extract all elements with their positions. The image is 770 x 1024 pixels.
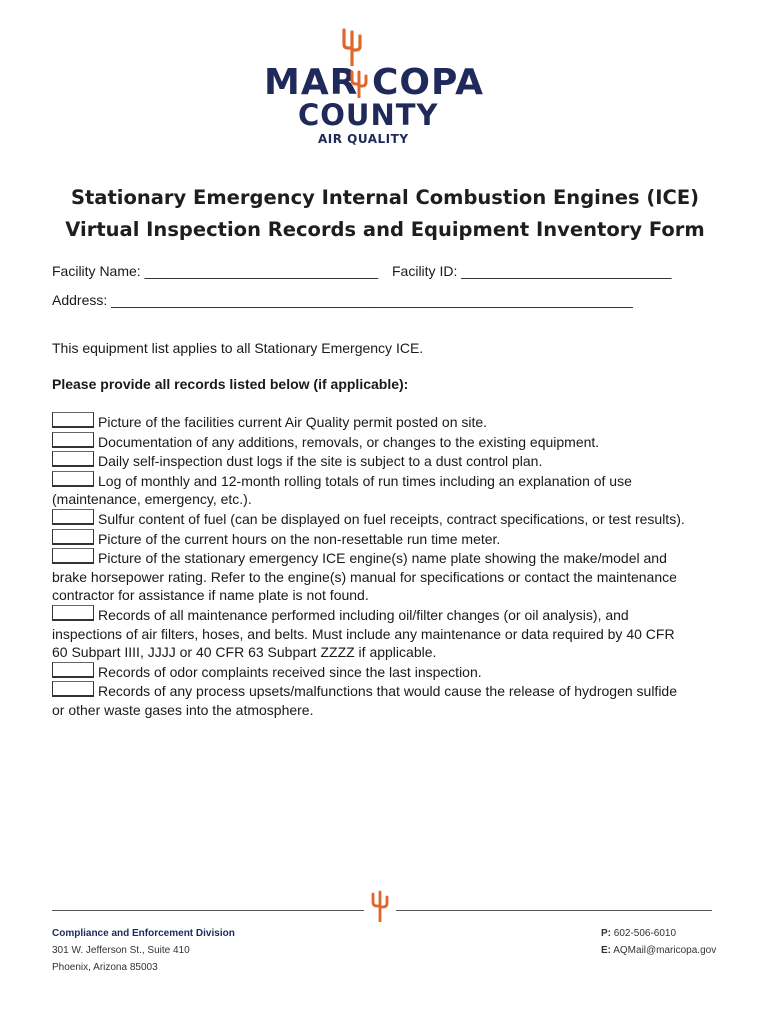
instruction-heading: Please provide all records listed below (if applicable): xyxy=(52,376,409,392)
checkbox-blank[interactable] xyxy=(52,529,94,545)
maricopa-county-logo xyxy=(262,28,484,148)
logo-text-mar: MAR xyxy=(264,62,359,103)
list-item: Records of odor complaints received since the last inspection. xyxy=(52,662,692,682)
facility-name-field[interactable]: Facility Name: ______________________________ xyxy=(52,263,379,279)
list-item: Picture of the current hours on the non-resettable run time meter. xyxy=(52,529,692,549)
list-item: Documentation of any additions, removals, or changes to the existing equipment. xyxy=(52,432,692,452)
list-item: Records of any process upsets/malfunctions that would cause the release of hydrogen sulfide or other waste gases into the atmosphere. xyxy=(52,683,677,718)
checkbox-blank[interactable] xyxy=(52,412,94,428)
logo-text-copa: COPA xyxy=(372,62,484,103)
footer-division: Compliance and Enforcement Division xyxy=(52,928,235,939)
records-checklist xyxy=(52,412,692,720)
footer-phone: P: 602-506-6010 xyxy=(601,928,677,939)
intro-text: This equipment list applies to all Stationary Emergency ICE. xyxy=(52,340,424,356)
list-item: Picture of the stationary emergency ICE engine(s) name plate showing the make/model and brake horsepower rating. Refer to the engine(s) manual for specifications or contact the maintenance contractor for assistance if name plate is not found. xyxy=(52,550,677,604)
footer-divider-right xyxy=(396,910,712,911)
footer-divider-left xyxy=(52,910,364,911)
checkbox-blank[interactable] xyxy=(52,509,94,525)
checkbox-blank[interactable] xyxy=(52,662,94,678)
footer-email[interactable]: E: AQMail@maricopa.gov xyxy=(601,945,717,956)
checkbox-blank[interactable] xyxy=(52,451,94,467)
checkbox-blank[interactable] xyxy=(52,681,94,697)
checkbox-blank[interactable] xyxy=(52,471,94,487)
list-item: Records of all maintenance performed including oil/filter changes (or oil analysis), and inspections of air filters, hoses, and belts. Must include any maintenance or data required by 40 CFR 60 Subpart IIII, JJJJ or 40 CFR 63 Subpart ZZZZ if applicable. xyxy=(52,606,675,661)
facility-id-field[interactable]: Facility ID: ___________________________ xyxy=(392,263,672,279)
address-field[interactable]: Address: ___________________________________________________________________ xyxy=(52,292,633,308)
list-item: Log of monthly and 12-month rolling totals of run times including an explanation of use (maintenance, emergency, etc.). xyxy=(52,472,632,508)
list-item: Picture of the facilities current Air Quality permit posted on site. xyxy=(52,412,692,432)
list-item: Daily self-inspection dust logs if the site is subject to a dust control plan. xyxy=(52,451,692,471)
list-item: Sulfur content of fuel (can be displayed on fuel receipts, contract specifications, or test results). xyxy=(52,509,692,529)
checkbox-blank[interactable] xyxy=(52,432,94,448)
cactus-icon xyxy=(336,28,368,66)
logo-text-air-quality: AIR QUALITY xyxy=(318,132,409,146)
footer-address-line-1: 301 W. Jefferson St., Suite 410 xyxy=(52,945,190,956)
checkbox-blank[interactable] xyxy=(52,605,94,621)
checkbox-blank[interactable] xyxy=(52,548,94,564)
form-title-line-2: Virtual Inspection Records and Equipment Inventory Form xyxy=(65,218,705,241)
form-title-line-1: Stationary Emergency Internal Combustion Engines (ICE) xyxy=(70,186,700,209)
footer-cactus-icon xyxy=(370,888,390,922)
footer-address-line-2: Phoenix, Arizona 85003 xyxy=(52,962,158,973)
cactus-i-icon xyxy=(348,66,370,98)
logo-text-county: COUNTY xyxy=(298,98,439,132)
